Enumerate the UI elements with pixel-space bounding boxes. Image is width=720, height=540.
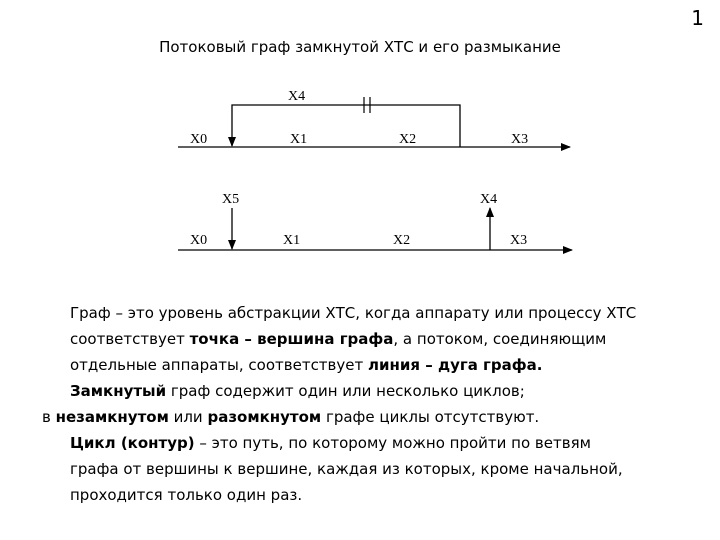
text-run: , а потоком, соединяющим отдельные аппараты, соответствует	[70, 330, 607, 374]
closed-graph	[178, 89, 570, 147]
node-label: X0	[190, 132, 208, 147]
text-run: граф содержит один или несколько циклов;	[166, 382, 525, 400]
page-number: 1	[691, 6, 704, 30]
loop-label: X4	[288, 89, 306, 104]
text-run: Граф – это уровень абстракции ХТС, когда аппарату или процессу ХТС соответствует	[70, 304, 637, 348]
node-label: X3	[511, 132, 529, 147]
graph-definition-paragraph	[42, 300, 642, 378]
text-run: или	[168, 408, 208, 426]
open-graph-paragraph	[42, 404, 642, 430]
text-run: в	[42, 408, 56, 426]
closed-graph-paragraph	[42, 378, 642, 404]
node-label: X2	[399, 132, 417, 147]
bold-term: разомкнутом	[207, 408, 322, 426]
open-graph	[178, 192, 572, 250]
text-run: графе циклы отсутствуют.	[321, 408, 540, 426]
node-label: X2	[393, 233, 411, 248]
node-label: X3	[510, 233, 528, 248]
slide-title: Потоковый граф замкнутой ХТС и его размыкание	[159, 38, 561, 56]
bold-term: Цикл (контур)	[70, 434, 195, 452]
bold-term: Замкнутый	[70, 382, 167, 400]
recycle-loop-line	[232, 105, 460, 147]
node-label: X0	[190, 233, 208, 248]
cycle-definition-paragraph	[42, 430, 642, 508]
inlet-label: X5	[222, 192, 240, 207]
bold-term: незамкнутом	[55, 408, 169, 426]
body-text	[42, 300, 642, 508]
text-run: – это путь, по которому можно пройти по ветвям графа от вершины к вершине, каждая из которых, кроме начальной, проходится только один раз.	[70, 434, 623, 504]
outlet-label: X4	[480, 192, 498, 207]
bold-term: точка – вершина графа	[189, 330, 394, 348]
bold-term: линия – дуга графа.	[368, 356, 543, 374]
node-label: X1	[290, 132, 308, 147]
node-label: X1	[283, 233, 301, 248]
